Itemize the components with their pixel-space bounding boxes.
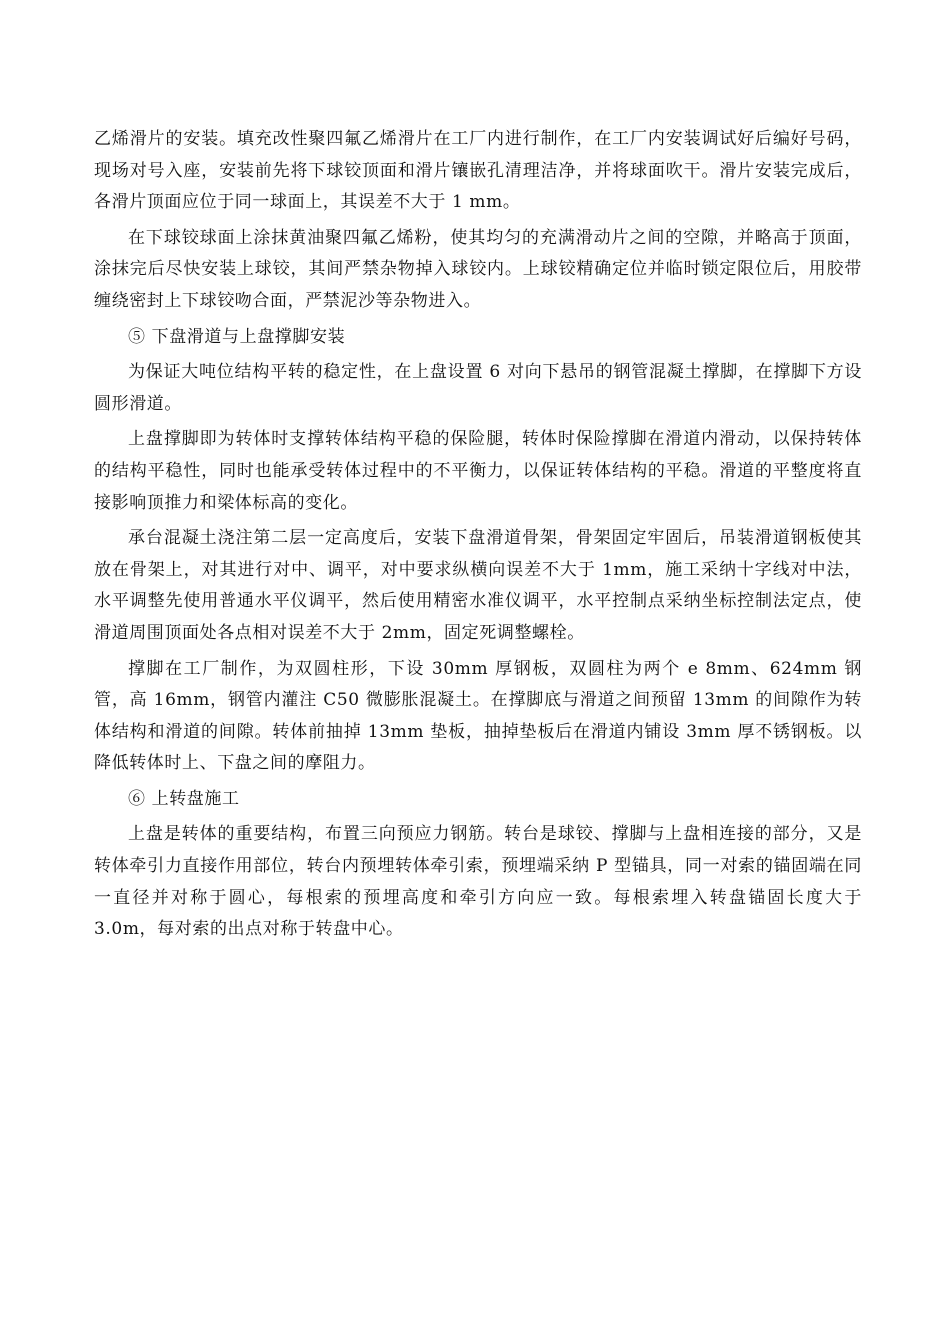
paragraph-slideway-installation: 承台混凝土浇注第二层一定高度后，安装下盘滑道骨架，骨架固定牢固后，吊装滑道钢板使其放在骨架上，对其进行对中、调平，对中要求纵横向误差不大于 1mm，施工采纳十字线对中法，水平调整先使用普通水平仪调平，然后使用精密水准仪调平，水平控制点采纳坐标控制法定点，使滑道周围顶面处各点相对误差不大于 2mm，固定死调整螺栓。 (94, 528, 862, 643)
paragraph-stability: 为保证大吨位结构平转的稳定性，在上盘设置 6 对向下悬吊的钢管混凝土撑脚，在撑脚下方设圆形滑道。 (94, 362, 862, 414)
paragraph-slide-installation: 乙烯滑片的安装。填充改性聚四氟乙烯滑片在工厂内进行制作，在工厂内安装调试好后编好号码，现场对号入座，安装前先将下球铰顶面和滑片镶嵌孔清理洁净，并将球面吹干。滑片安装完成后，各滑片顶面应位于同一球面上，其误差不大于 1 mm。 (94, 129, 862, 213)
document-page (94, 124, 862, 950)
paragraph-grease-application: 在下球铰球面上涂抹黄油聚四氟乙烯粉，使其均匀的充满滑动片之间的空隙，并略高于顶面，涂抹完后尽快安装上球铰，其间严禁杂物掉入球铰内。上球铰精确定位并临时锁定限位后，用胶带缠绕密封上下球铰吻合面，严禁泥沙等杂物进入。 (94, 227, 862, 311)
paragraph-leg-fabrication: 撑脚在工厂制作，为双圆柱形，下设 30mm 厚钢板，双圆柱为两个 e 8mm、624mm 钢管，高 16mm，钢管内灌注 C50 微膨胀混凝土。在撑脚底与滑道之间预留 13mm 的间隙作为转体结构和滑道的间隙。转体前抽掉 13mm 垫板，抽掉垫板后在滑道内铺设 3mm 厚不锈钢板。以降低转体时上、下盘之间的摩阻力。 (94, 658, 862, 774)
section-heading-6: ⑥ 上转盘施工 (128, 788, 240, 809)
paragraph-support-legs: 上盘撑脚即为转体时支撑转体结构平稳的保险腿，转体时保险撑脚在滑道内滑动，以保持转体的结构平稳性，同时也能承受转体过程中的不平衡力，以保证转体结构的平稳。滑道的平整度将直接影响顶推力和梁体标高的变化。 (94, 429, 862, 513)
paragraph-upper-turntable: 上盘是转体的重要结构，布置三向预应力钢筋。转台是球铰、撑脚与上盘相连接的部分，又是转体牵引力直接作用部位，转台内预埋转体牵引索，预埋端采纳 P 型锚具，同一对索的锚固端在同一直径并对称于圆心，每根索的预埋高度和牵引方向应一致。每根索埋入转盘锚固长度大于 3.0m，每对索的出点对称于转盘中心。 (94, 824, 862, 940)
section-heading-5: ⑤ 下盘滑道与上盘撑脚安装 (128, 326, 346, 347)
